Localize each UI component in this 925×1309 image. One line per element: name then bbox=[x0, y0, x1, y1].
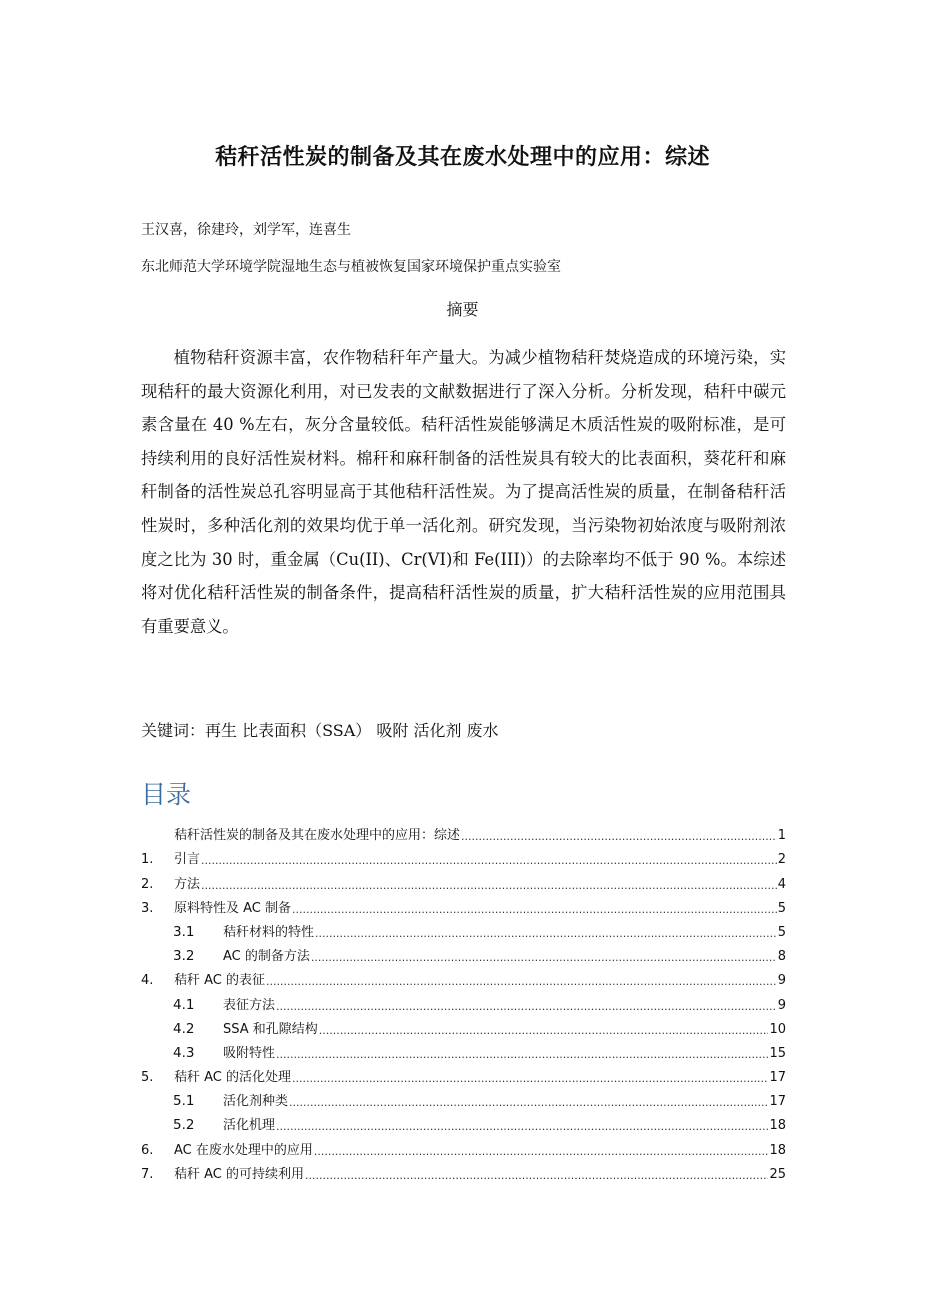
toc-entry-page: 18 bbox=[769, 1118, 786, 1134]
toc-title: 目录 bbox=[141, 780, 192, 809]
toc-leader-dots bbox=[314, 1145, 769, 1158]
toc-leader-dots bbox=[276, 1000, 777, 1013]
toc-entry-page: 2 bbox=[777, 852, 786, 868]
toc-entry-label: 活化机理 bbox=[223, 1118, 276, 1134]
toc-leader-dots bbox=[311, 951, 777, 964]
toc-entry-number: 3.1 bbox=[173, 923, 195, 940]
toc-leader-dots bbox=[319, 1024, 769, 1037]
toc-leader-dots bbox=[292, 1072, 768, 1085]
toc-leader-dots bbox=[276, 1048, 768, 1061]
toc-entry-label: 方法 bbox=[174, 876, 201, 892]
toc-entry[interactable] bbox=[141, 892, 786, 916]
toc-entry-page: 15 bbox=[769, 1045, 786, 1061]
toc-entry[interactable] bbox=[141, 940, 786, 964]
toc-leader-dots bbox=[276, 1120, 768, 1133]
toc-entry-label: AC 的制备方法 bbox=[223, 949, 310, 965]
toc-entry[interactable] bbox=[141, 1061, 786, 1085]
table-of-contents bbox=[141, 819, 786, 1182]
abstract-text: 植物秸秆资源丰富，农作物秸秆年产量大。为减少植物秸秆焚烧造成的环境污染，实现秸秆的最大资源化利用，对已发表的文献数据进行了深入分析。分析发现，秸秆中碳元素含量在 40 %左右，灰分含量较低。秸秆活性炭能够满足木质活性炭的吸附标准，是可持续利用的良好活性炭材料。棉秆和麻秆制备的活性炭具有较大的比表面积，葵花秆和麻秆制备的活性炭总孔容明显高于其他秸秆活性炭。为了提高活性炭的质量，在制备秸秆活性炭时，多种活化剂的效果均优于单一活化剂。研究发现，当污染物初始浓度与吸附剂浓度之比为 30 时，重金属（Cu(II)、Cr(VI)和 Fe(III)）的去除率均不低于 90 %。本综述将对优化秸秆活性炭的制备条件，提高秸秆活性炭的质量，扩大秸秆活性炭的应用范围具有重要意义。 bbox=[141, 348, 786, 636]
toc-entry-label: 秸秆 AC 的活化处理 bbox=[174, 1070, 292, 1086]
toc-leader-dots bbox=[201, 879, 777, 892]
toc-entry-label: 秸秆活性炭的制备及其在废水处理中的应用：综述 bbox=[174, 828, 461, 844]
toc-entry-number: 4. bbox=[141, 973, 154, 989]
toc-entry-page: 10 bbox=[769, 1021, 786, 1037]
toc-entry-number: 1. bbox=[141, 852, 154, 868]
toc-entry-number: 4.1 bbox=[173, 996, 195, 1013]
toc-entry[interactable] bbox=[141, 819, 786, 843]
toc-entry[interactable] bbox=[141, 988, 786, 1012]
toc-entry[interactable] bbox=[141, 1013, 786, 1037]
author-list: 王汉喜，徐建玲，刘学军，连喜生 bbox=[141, 222, 351, 238]
toc-entry-page: 1 bbox=[777, 828, 786, 844]
toc-leader-dots bbox=[305, 1169, 768, 1182]
toc-entry[interactable] bbox=[141, 1133, 786, 1157]
abstract-heading: 摘要 bbox=[446, 300, 479, 319]
toc-entry-page: 17 bbox=[769, 1094, 786, 1110]
toc-entry-number: 2. bbox=[141, 876, 154, 892]
toc-leader-dots bbox=[292, 903, 777, 916]
toc-entry-page: 25 bbox=[769, 1166, 786, 1182]
toc-entry-number: 6. bbox=[141, 1142, 154, 1158]
toc-entry-label: AC 在废水处理中的应用 bbox=[174, 1142, 313, 1158]
toc-entry-page: 9 bbox=[777, 973, 786, 989]
toc-entry-number: 5.1 bbox=[173, 1093, 195, 1110]
toc-leader-dots bbox=[461, 830, 777, 843]
toc-entry-number: 4.3 bbox=[173, 1044, 195, 1061]
toc-entry-label: 表征方法 bbox=[223, 997, 276, 1013]
toc-entry-page: 4 bbox=[777, 876, 786, 892]
toc-entry-page: 5 bbox=[777, 900, 786, 916]
toc-leader-dots bbox=[315, 927, 777, 940]
toc-leader-dots bbox=[289, 1096, 768, 1109]
toc-entry-label: 秸秆 AC 的表征 bbox=[174, 973, 266, 989]
toc-entry-label: SSA 和孔隙结构 bbox=[223, 1021, 318, 1037]
toc-entry[interactable] bbox=[141, 1158, 786, 1182]
toc-entry[interactable] bbox=[141, 964, 786, 988]
toc-entry-number: 5.2 bbox=[173, 1117, 195, 1134]
toc-entry[interactable] bbox=[141, 843, 786, 867]
paper-title: 秸秆活性炭的制备及其在废水处理中的应用：综述 bbox=[214, 145, 710, 170]
toc-entry-label: 原料特性及 AC 制备 bbox=[174, 900, 292, 916]
toc-entry-label: 秸秆 AC 的可持续利用 bbox=[174, 1166, 305, 1182]
toc-entry-number: 7. bbox=[141, 1166, 154, 1182]
toc-leader-dots bbox=[266, 975, 777, 988]
toc-entry[interactable] bbox=[141, 1109, 786, 1133]
toc-entry-page: 5 bbox=[777, 924, 786, 940]
affiliation: 东北师范大学环境学院湿地生态与植被恢复国家环境保护重点实验室 bbox=[141, 259, 561, 275]
toc-entry[interactable] bbox=[141, 867, 786, 891]
toc-leader-dots bbox=[201, 854, 777, 867]
toc-entry-label: 引言 bbox=[174, 852, 201, 868]
toc-entry[interactable] bbox=[141, 1085, 786, 1109]
keywords: 关键词：再生 比表面积（SSA） 吸附 活化剂 废水 bbox=[141, 721, 499, 740]
toc-entry-number: 3. bbox=[141, 900, 154, 916]
toc-entry-page: 17 bbox=[769, 1070, 786, 1086]
toc-entry-number: 4.2 bbox=[173, 1020, 195, 1037]
toc-entry[interactable] bbox=[141, 916, 786, 940]
toc-entry-number: 5. bbox=[141, 1070, 154, 1086]
toc-entry-label: 活化剂种类 bbox=[223, 1094, 289, 1110]
toc-entry-label: 吸附特性 bbox=[223, 1045, 276, 1061]
toc-entry-page: 8 bbox=[777, 949, 786, 965]
toc-entry-page: 18 bbox=[769, 1142, 786, 1158]
toc-entry-page: 9 bbox=[777, 997, 786, 1013]
toc-entry-label: 秸秆材料的特性 bbox=[223, 924, 315, 940]
toc-entry[interactable] bbox=[141, 1037, 786, 1061]
toc-entry-number: 3.2 bbox=[173, 948, 195, 965]
